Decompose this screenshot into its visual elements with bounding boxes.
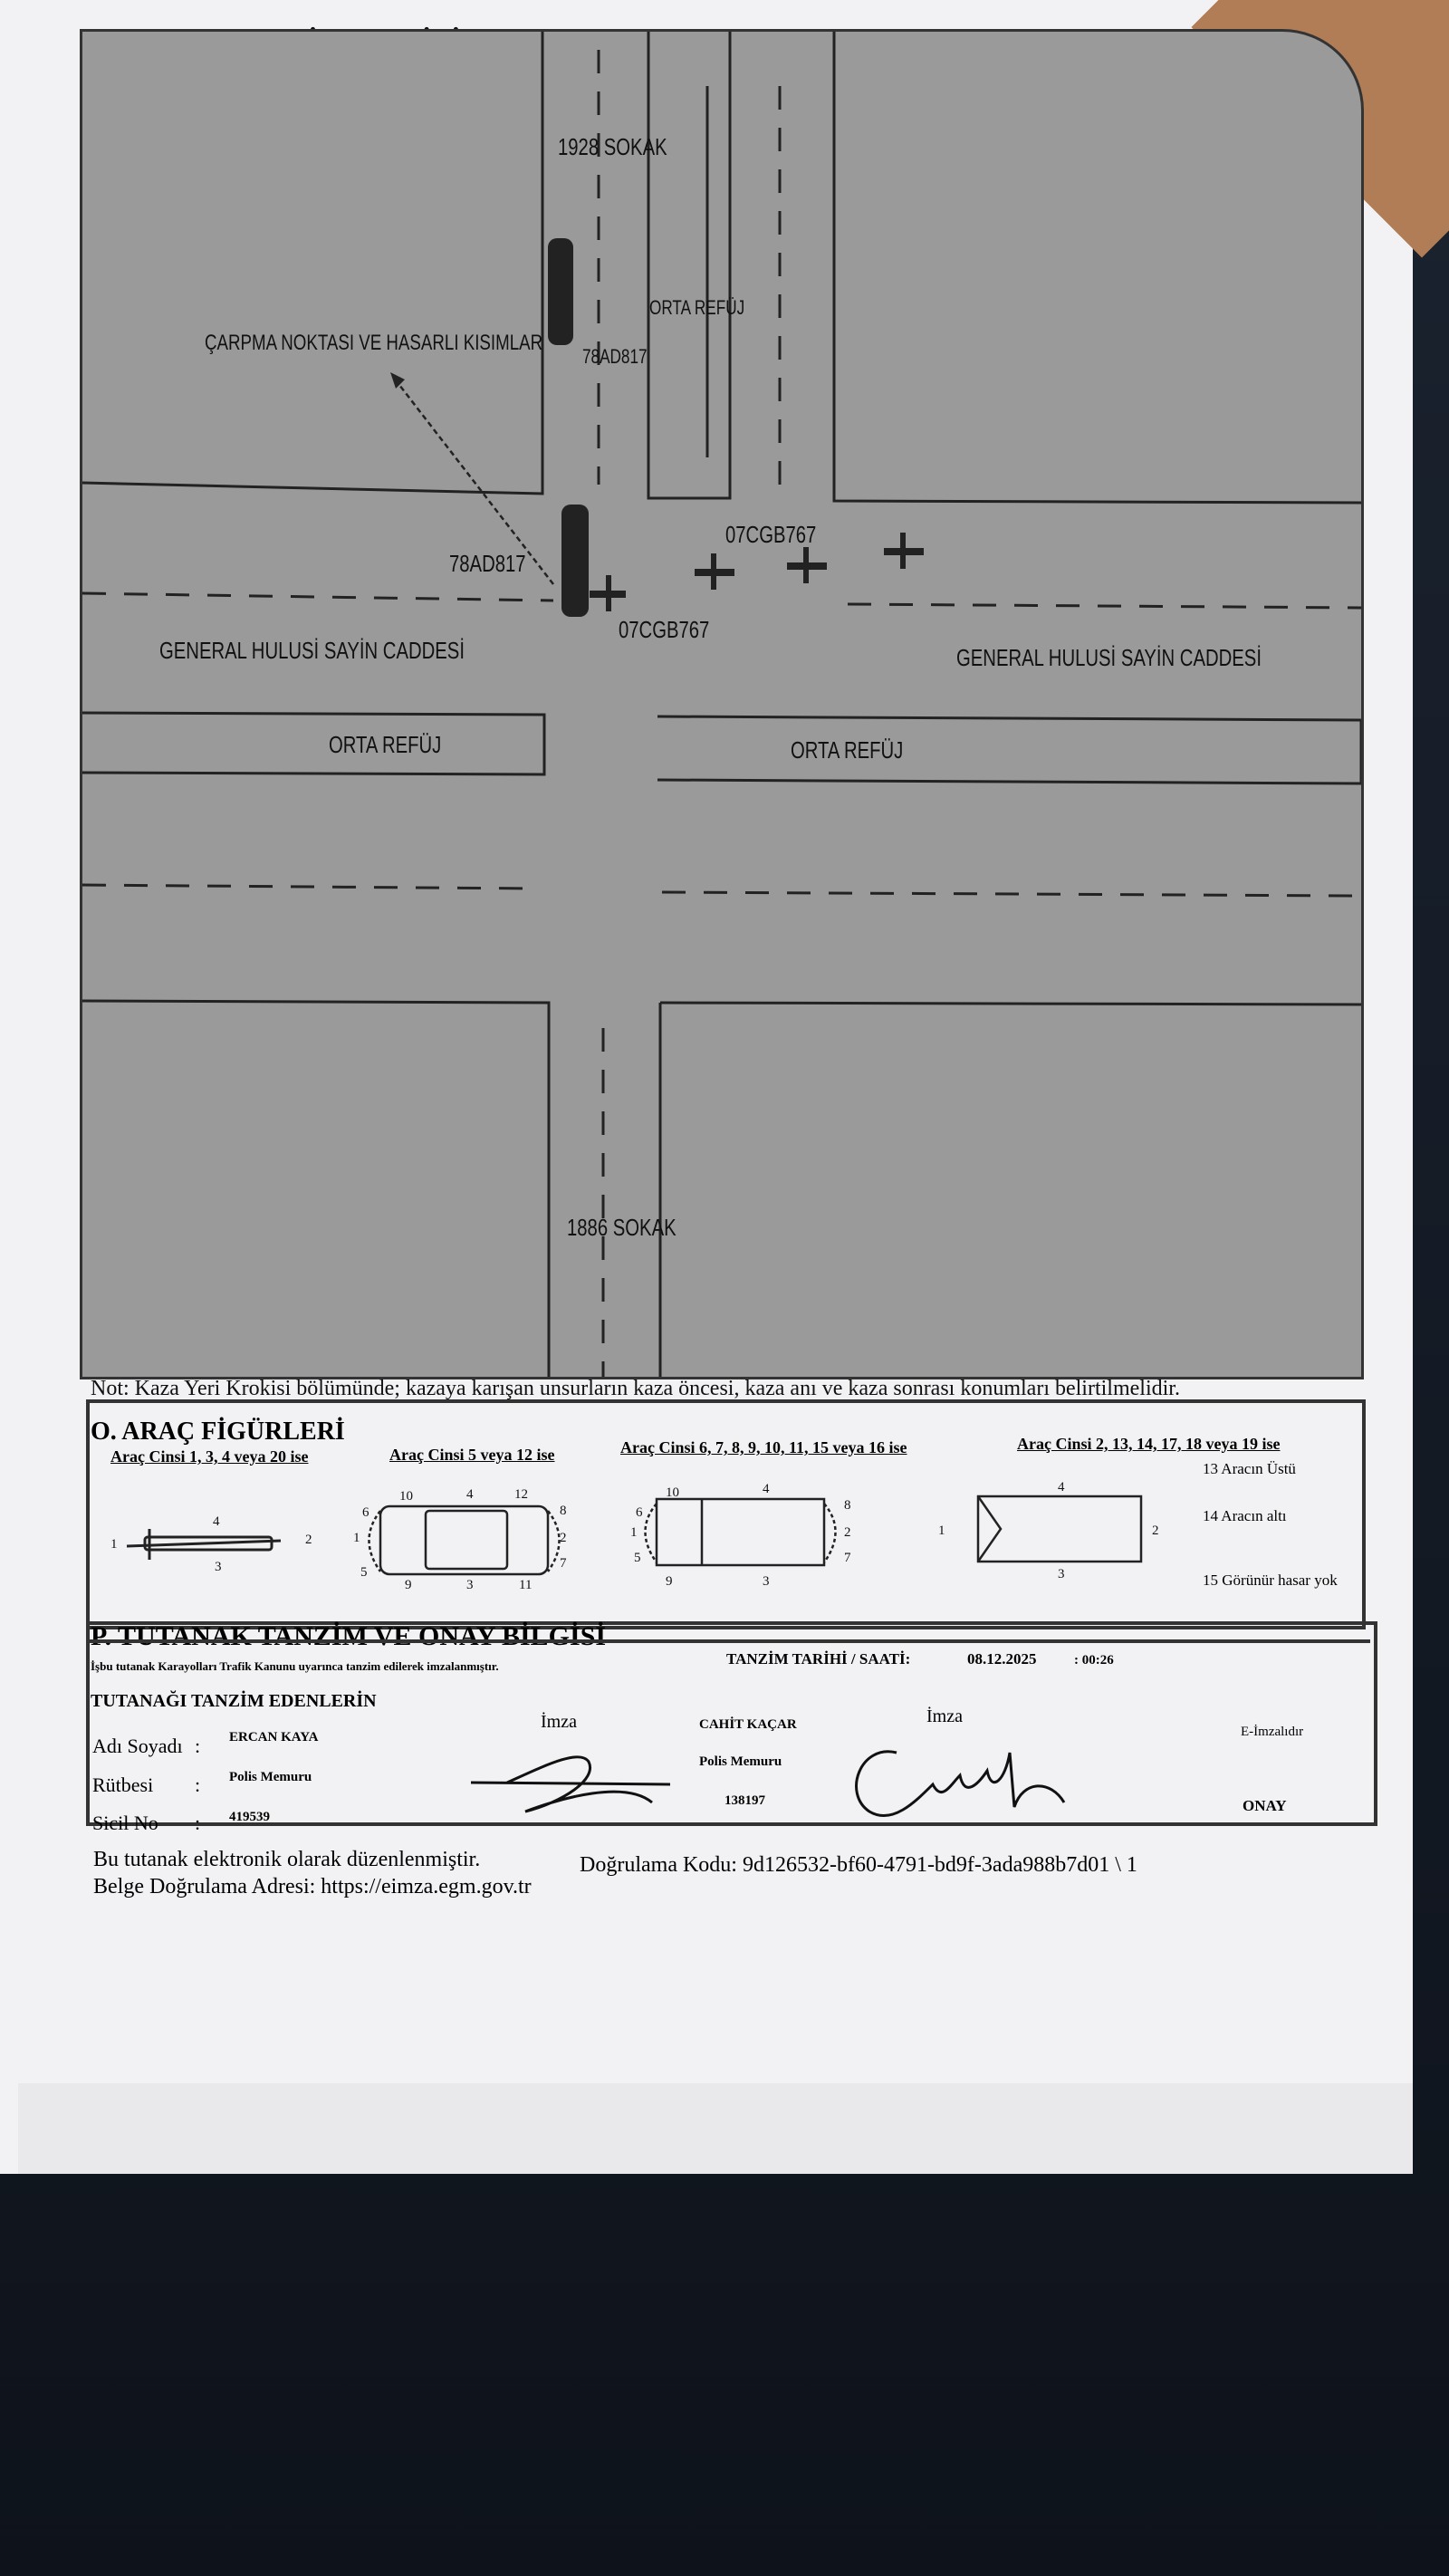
category-4: Araç Cinsi 2, 13, 14, 17, 18 veya 19 ise bbox=[1017, 1435, 1281, 1453]
sign-label-1: İmza bbox=[541, 1712, 577, 1732]
fig-num: 4 bbox=[213, 1514, 220, 1529]
median-label-top: ORTA REFÜJ bbox=[649, 296, 745, 319]
fig-num: 3 bbox=[215, 1560, 222, 1574]
median-label-right: ORTA REFÜJ bbox=[791, 736, 904, 764]
time-value: : 00:26 bbox=[1074, 1653, 1114, 1668]
legend-14: 14 Aracın altı bbox=[1203, 1507, 1287, 1524]
median-label-left: ORTA REFÜJ bbox=[329, 731, 442, 758]
officer1-reg: 419539 bbox=[229, 1810, 270, 1824]
plate-car-top: 78AD817 bbox=[582, 345, 648, 368]
motorcycle-icon bbox=[590, 575, 626, 611]
fig-num: 7 bbox=[560, 1556, 567, 1571]
fig-num: 8 bbox=[560, 1504, 567, 1518]
fig-num: 10 bbox=[399, 1489, 413, 1504]
legend-15: 15 Görünür hasar yok bbox=[1203, 1572, 1338, 1589]
motorcycle-icon bbox=[884, 533, 924, 569]
fig-num: 3 bbox=[466, 1578, 474, 1592]
fig-num: 4 bbox=[763, 1482, 770, 1496]
fig-num: 3 bbox=[1058, 1567, 1065, 1581]
fig-num: 6 bbox=[636, 1505, 643, 1520]
fig-num: 10 bbox=[666, 1485, 679, 1500]
officer2-rank: Polis Memuru bbox=[699, 1754, 782, 1769]
impact-note: ÇARPMA NOKTASI VE HASARLI KISIMLAR bbox=[205, 331, 543, 355]
avenue-label-left: GENERAL HULUSİ SAYİN CADDESİ bbox=[159, 637, 465, 664]
fig-num: 3 bbox=[763, 1574, 770, 1589]
street-label-top: 1928 SOKAK bbox=[558, 133, 667, 160]
car-icon bbox=[548, 238, 573, 345]
fig-num: 4 bbox=[466, 1487, 474, 1502]
plate-moto-top: 07CGB767 bbox=[725, 521, 817, 548]
avenue-label-right: GENERAL HULUSİ SAYİN CADDESİ bbox=[956, 644, 1262, 671]
section-o-title: O. ARAÇ FİGÜRLERİ bbox=[91, 1418, 345, 1446]
officer1-rank: Polis Memuru bbox=[229, 1770, 312, 1784]
rank-label: Rütbesi bbox=[92, 1773, 154, 1796]
fig-num: 2 bbox=[560, 1531, 567, 1545]
legend-13: 13 Aracın Üstü bbox=[1203, 1460, 1296, 1477]
name-colon: : bbox=[195, 1735, 201, 1757]
fig-num: 2 bbox=[305, 1533, 312, 1547]
fig-num: 11 bbox=[519, 1578, 533, 1592]
fig-num: 5 bbox=[634, 1551, 641, 1565]
date-label: TANZİM TARİHİ / SAATİ: bbox=[726, 1650, 911, 1668]
officer2-name: CAHİT KAÇAR bbox=[699, 1717, 797, 1732]
fig-num: 6 bbox=[362, 1505, 369, 1520]
fig-num: 1 bbox=[353, 1531, 360, 1545]
sketch-note: Not: Kaza Yeri Krokisi bölümünde; kazaya karışan unsurların kaza öncesi, kaza anı ve kaza sonrası konumları belirtilmelidir. bbox=[91, 1377, 1180, 1400]
footer-line1: Bu tutanak elektronik olarak düzenlenmiştir. bbox=[93, 1848, 481, 1871]
fig-num: 9 bbox=[405, 1578, 412, 1592]
sign-label-2: İmza bbox=[926, 1706, 963, 1726]
fig-num: 7 bbox=[844, 1551, 851, 1565]
rank-colon: : bbox=[195, 1773, 201, 1796]
fig-num: 9 bbox=[666, 1574, 673, 1589]
name-label: Adı Soyadı bbox=[92, 1735, 183, 1757]
section-p-title: P. TUTANAK TANZİM VE ONAY BİLGİSİ bbox=[91, 1621, 607, 1651]
category-1: Araç Cinsi 1, 3, 4 veya 20 ise bbox=[110, 1447, 309, 1466]
fig-num: 2 bbox=[844, 1525, 851, 1540]
fig-num: 4 bbox=[1058, 1480, 1065, 1495]
footer-verify-code: Doğrulama Kodu: 9d126532-bf60-4791-bd9f-3ada988b7d01 \ 1 bbox=[580, 1853, 1137, 1877]
date-value: 08.12.2025 bbox=[967, 1650, 1037, 1668]
fig-num: 8 bbox=[844, 1498, 851, 1513]
motorcycle-icon bbox=[695, 553, 734, 590]
car-icon bbox=[561, 505, 589, 617]
category-3: Araç Cinsi 6, 7, 8, 9, 10, 11, 15 veya 16 ise bbox=[620, 1438, 907, 1456]
road-drawing bbox=[82, 32, 1361, 1377]
fig-num: 12 bbox=[514, 1487, 528, 1502]
accident-sketch bbox=[80, 29, 1364, 1379]
plate-moto-mid: 07CGB767 bbox=[619, 616, 710, 643]
fig-num: 1 bbox=[630, 1525, 638, 1540]
paper-edge bbox=[18, 2083, 1413, 2174]
approval-label: ONAY bbox=[1243, 1797, 1287, 1814]
street-label-bottom: 1886 SOKAK bbox=[567, 1214, 677, 1241]
footer-verify-url[interactable]: Belge Doğrulama Adresi: https://eimza.egm.gov.tr bbox=[93, 1875, 532, 1898]
legal-subtitle: İşbu tutanak Karayolları Trafik Kanunu uyarınca tanzim edilerek imzalanmıştır. bbox=[91, 1659, 499, 1673]
plate-car-mid: 78AD817 bbox=[449, 550, 526, 577]
motorcycle-icon bbox=[787, 547, 827, 583]
reg-colon: : bbox=[195, 1812, 201, 1834]
fig-num: 1 bbox=[110, 1537, 118, 1552]
fig-num: 5 bbox=[360, 1565, 368, 1580]
fig-num: 1 bbox=[938, 1523, 945, 1538]
fig-num: 2 bbox=[1152, 1523, 1159, 1538]
reg-label: Sicil No bbox=[92, 1812, 158, 1834]
category-2: Araç Cinsi 5 veya 12 ise bbox=[389, 1446, 555, 1464]
issuers-heading: TUTANAĞI TANZİM EDENLERİN bbox=[91, 1691, 377, 1711]
e-signature-note: E-İmzalıdır bbox=[1241, 1725, 1304, 1739]
officer2-reg: 138197 bbox=[724, 1793, 765, 1808]
officer1-name: ERCAN KAYA bbox=[229, 1730, 319, 1745]
